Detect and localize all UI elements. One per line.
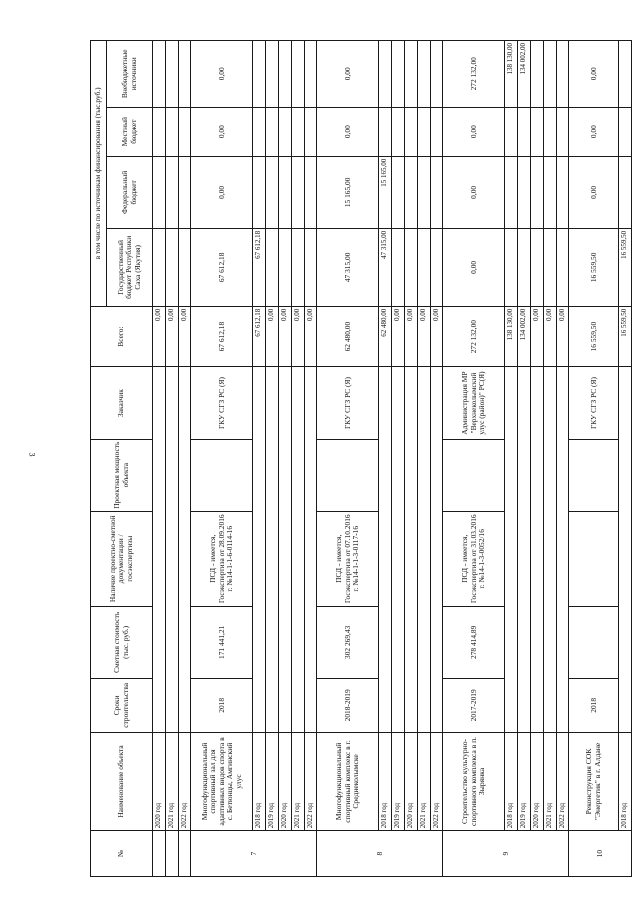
year-extra-budget	[543, 41, 556, 108]
page-number: 3	[27, 452, 37, 457]
project-term: 2018	[569, 678, 619, 732]
year-row	[417, 41, 430, 877]
year-local-budget	[266, 107, 279, 156]
project-customer: Администрация МР "Верхнеколымский улус (район)" РС(Я)	[443, 367, 505, 439]
year-state-budget	[153, 228, 166, 306]
project-cost: 278 414,89	[443, 606, 505, 678]
year-total: 0,00	[266, 306, 279, 367]
blank-cell	[278, 367, 291, 732]
year-label: 2022 год	[178, 732, 191, 830]
year-label: 2020 год	[278, 732, 291, 830]
header-total: Всего:	[91, 306, 153, 367]
year-federal-budget	[153, 156, 166, 228]
year-extra-budget	[392, 41, 405, 108]
year-row	[379, 41, 392, 877]
year-state-budget	[543, 228, 556, 306]
year-total: 67 612,18	[253, 306, 266, 367]
year-extra-budget	[165, 41, 178, 108]
blank-cell	[518, 367, 531, 732]
year-extra-budget	[379, 41, 392, 108]
year-federal-budget	[619, 156, 632, 228]
year-total: 0,00	[556, 306, 569, 367]
year-federal-budget	[530, 156, 543, 228]
year-state-budget	[392, 228, 405, 306]
year-local-budget	[543, 107, 556, 156]
blank-cell	[304, 367, 317, 732]
project-extra-budget: 0,00	[191, 41, 253, 108]
blank-cell	[291, 367, 304, 732]
table-row	[178, 41, 191, 877]
year-local-budget	[153, 107, 166, 156]
project-psd: ПСД - имеется, Госэкспертиза от 31.03.2016 г. №14-1-3-0052/16	[443, 511, 505, 606]
year-state-budget	[291, 228, 304, 306]
year-federal-budget	[266, 156, 279, 228]
year-local-budget	[253, 107, 266, 156]
year-state-budget	[505, 228, 518, 306]
year-extra-budget	[417, 41, 430, 108]
project-federal-budget: 0,00	[443, 156, 505, 228]
project-extra-budget: 0,00	[569, 41, 619, 108]
table-header	[91, 41, 153, 877]
num-cell-empty	[178, 831, 191, 877]
year-label: 2018 год	[379, 732, 392, 830]
project-local-budget: 0,00	[317, 107, 379, 156]
year-label: 2018 год	[253, 732, 266, 830]
header-extra-budget: Внебюджетные источники	[107, 41, 153, 108]
table-row	[153, 41, 166, 877]
table-wrapper	[90, 40, 629, 877]
blank-cell	[530, 367, 543, 732]
year-row	[530, 41, 543, 877]
project-name: Строительство культурно-спортивного комплекса в п. Зырянка	[443, 732, 505, 830]
blank-cell	[165, 367, 178, 732]
project-federal-budget: 0,00	[569, 156, 619, 228]
blank-cell	[556, 367, 569, 732]
project-cost	[569, 606, 619, 678]
year-federal-budget: 15 165,00	[379, 156, 392, 228]
project-state-budget: 67 612,18	[191, 228, 253, 306]
project-state-budget: 16 559,50	[569, 228, 619, 306]
year-federal-budget	[165, 156, 178, 228]
project-psd	[569, 511, 619, 606]
table-body	[153, 41, 632, 877]
year-row	[392, 41, 405, 877]
year-federal-budget	[417, 156, 430, 228]
project-customer: ГКУ СГЗ РС (Я)	[317, 367, 379, 439]
year-label: 2022 год	[556, 732, 569, 830]
blank-cell	[404, 367, 417, 732]
year-row	[291, 41, 304, 877]
year-extra-budget	[291, 41, 304, 108]
project-term: 2018	[191, 678, 253, 732]
year-extra-budget	[619, 41, 632, 108]
year-state-budget	[304, 228, 317, 306]
year-local-budget	[278, 107, 291, 156]
year-row	[430, 41, 443, 877]
rotated-page	[90, 40, 629, 877]
year-row	[404, 41, 417, 877]
header-num: №	[91, 831, 153, 877]
year-total: 0,00	[543, 306, 556, 367]
year-row	[266, 41, 279, 877]
year-state-budget	[266, 228, 279, 306]
year-extra-budget	[530, 41, 543, 108]
year-extra-budget	[430, 41, 443, 108]
project-extra-budget: 272 132,00	[443, 41, 505, 108]
project-cost: 302 269,43	[317, 606, 379, 678]
year-extra-budget	[178, 41, 191, 108]
year-label: 2020 год	[530, 732, 543, 830]
year-federal-budget	[556, 156, 569, 228]
year-local-budget	[505, 107, 518, 156]
year-local-budget	[178, 107, 191, 156]
project-term: 2017-2019	[443, 678, 505, 732]
blank-cell	[392, 367, 405, 732]
year-federal-budget	[278, 156, 291, 228]
header-name: Наименование объекта	[91, 732, 153, 830]
project-local-budget: 0,00	[191, 107, 253, 156]
year-row	[556, 41, 569, 877]
year-federal-budget	[253, 156, 266, 228]
project-state-budget: 0,00	[443, 228, 505, 306]
year-label: 2019 год	[518, 732, 531, 830]
project-customer: ГКУ СГЗ РС (Я)	[569, 367, 619, 439]
year-label: 2021 год	[417, 732, 430, 830]
project-psd: ПСД - имеется, Госэкспертиза от 28.09.2016 г. №14-1-1-6-0114-16	[191, 511, 253, 606]
project-cost: 171 441,21	[191, 606, 253, 678]
project-capacity	[569, 439, 619, 511]
year-local-budget	[165, 107, 178, 156]
project-row	[191, 41, 253, 877]
project-num: 8	[317, 831, 443, 877]
year-extra-budget	[278, 41, 291, 108]
year-federal-budget	[392, 156, 405, 228]
project-total: 16 559,50	[569, 306, 619, 367]
header-psd: Наличие проектно-сметной документации /госэкспертизы	[91, 511, 153, 606]
project-customer: ГКУ СГЗ РС (Я)	[191, 367, 253, 439]
table-row	[165, 41, 178, 877]
year-federal-budget	[304, 156, 317, 228]
year-label: 2021 год	[165, 732, 178, 830]
year-total: 16 559,50	[619, 306, 632, 367]
blank-cell	[619, 367, 632, 732]
header-funding-group: в том числе по источникам финансирования (тыс.руб.)	[91, 41, 107, 307]
year-total: 62 480,00	[379, 306, 392, 367]
header-state-budget: Государственный бюджет Республики Саха (Якутия)	[107, 228, 153, 306]
year-state-budget: 16 559,50	[619, 228, 632, 306]
year-total: 0,00	[165, 306, 178, 367]
year-local-budget	[404, 107, 417, 156]
year-label: 2021 год	[291, 732, 304, 830]
blank-cell	[505, 367, 518, 732]
year-total: 0,00	[530, 306, 543, 367]
project-federal-budget: 0,00	[191, 156, 253, 228]
year-local-budget	[430, 107, 443, 156]
project-term: 2018-2019	[317, 678, 379, 732]
blank-cell	[253, 367, 266, 732]
year-local-budget	[417, 107, 430, 156]
project-psd: ПСД - имеется, Госэкспертиза от 07.10.2016 г. №14-1-1-3-0117-16	[317, 511, 379, 606]
year-state-budget: 47 315,00	[379, 228, 392, 306]
year-total: 138 130,00	[505, 306, 518, 367]
year-state-budget	[430, 228, 443, 306]
year-label: 2020 год	[404, 732, 417, 830]
year-state-budget	[417, 228, 430, 306]
year-row	[518, 41, 531, 877]
year-total: 0,00	[291, 306, 304, 367]
num-cell-empty	[153, 831, 166, 877]
year-federal-budget	[505, 156, 518, 228]
project-name: Многофункциональный спортивный зал для адаптивных видов спорта в с. Бетюнцы, Амгинский улус	[191, 732, 253, 830]
year-label: 2019 год	[266, 732, 279, 830]
project-extra-budget: 0,00	[317, 41, 379, 108]
blank-cell	[178, 367, 191, 732]
year-total: 0,00	[278, 306, 291, 367]
project-state-budget: 47 315,00	[317, 228, 379, 306]
year-row	[619, 41, 632, 877]
year-federal-budget	[430, 156, 443, 228]
year-federal-budget	[404, 156, 417, 228]
year-total: 0,00	[304, 306, 317, 367]
project-local-budget: 0,00	[443, 107, 505, 156]
project-local-budget: 0,00	[569, 107, 619, 156]
year-state-budget	[278, 228, 291, 306]
year-extra-budget	[153, 41, 166, 108]
project-capacity	[443, 439, 505, 511]
header-customer: Заказчик	[91, 367, 153, 439]
project-total: 67 612,18	[191, 306, 253, 367]
project-row	[317, 41, 379, 877]
header-federal-budget: Федеральный бюджет	[107, 156, 153, 228]
year-extra-budget: 134 002,00	[518, 41, 531, 108]
blank-cell	[153, 367, 166, 732]
year-row	[278, 41, 291, 877]
year-federal-budget	[178, 156, 191, 228]
project-num: 7	[191, 831, 317, 877]
year-state-budget	[556, 228, 569, 306]
year-local-budget	[304, 107, 317, 156]
year-local-budget	[379, 107, 392, 156]
blank-cell	[430, 367, 443, 732]
year-total: 0,00	[404, 306, 417, 367]
year-local-budget	[518, 107, 531, 156]
year-state-budget	[404, 228, 417, 306]
year-local-budget	[291, 107, 304, 156]
project-total: 62 480,00	[317, 306, 379, 367]
year-local-budget	[392, 107, 405, 156]
year-extra-budget	[556, 41, 569, 108]
project-row	[443, 41, 505, 877]
year-state-budget	[178, 228, 191, 306]
project-capacity	[317, 439, 379, 511]
year-label: 2022 год	[430, 732, 443, 830]
year-label: 2018 год	[505, 732, 518, 830]
project-federal-budget: 15 165,00	[317, 156, 379, 228]
year-total: 134 002,00	[518, 306, 531, 367]
year-state-budget	[165, 228, 178, 306]
project-name: Реконструкция СОК "Энергетик" в г. Алдане	[569, 732, 619, 830]
header-capacity: Проектная мощность объекта	[91, 439, 153, 511]
blank-cell	[543, 367, 556, 732]
year-extra-budget: 138 130,00	[505, 41, 518, 108]
project-num: 10	[569, 831, 632, 877]
project-num: 9	[443, 831, 569, 877]
year-extra-budget	[404, 41, 417, 108]
year-label: 2022 год	[304, 732, 317, 830]
project-name: Многофункциональный спортивный комплекс в г. Среднеколымске	[317, 732, 379, 830]
blank-cell	[379, 367, 392, 732]
year-label: 2019 год	[392, 732, 405, 830]
header-term: Сроки строительства	[91, 678, 153, 732]
year-label: 2018 год	[619, 732, 632, 830]
year-extra-budget	[304, 41, 317, 108]
year-total: 0,00	[417, 306, 430, 367]
year-federal-budget	[291, 156, 304, 228]
year-local-budget	[530, 107, 543, 156]
year-total: 0,00	[392, 306, 405, 367]
project-capacity	[191, 439, 253, 511]
year-label: 2021 год	[543, 732, 556, 830]
year-state-budget: 67 612,18	[253, 228, 266, 306]
year-total: 0,00	[178, 306, 191, 367]
year-extra-budget	[253, 41, 266, 108]
year-extra-budget	[266, 41, 279, 108]
year-local-budget	[556, 107, 569, 156]
year-row	[253, 41, 266, 877]
project-total: 272 132,00	[443, 306, 505, 367]
header-local-budget: Местный бюджет	[107, 107, 153, 156]
year-federal-budget	[518, 156, 531, 228]
year-local-budget	[619, 107, 632, 156]
year-row	[543, 41, 556, 877]
header-cost: Сметная стоимость (тыс. руб.)	[91, 606, 153, 678]
year-state-budget	[518, 228, 531, 306]
financing-table	[90, 40, 632, 877]
year-row	[505, 41, 518, 877]
year-total: 0,00	[430, 306, 443, 367]
year-federal-budget	[543, 156, 556, 228]
year-row	[304, 41, 317, 877]
blank-cell	[417, 367, 430, 732]
year-state-budget	[530, 228, 543, 306]
num-cell-empty	[165, 831, 178, 877]
blank-cell	[266, 367, 279, 732]
year-label: 2020 год	[153, 732, 166, 830]
year-total: 0,00	[153, 306, 166, 367]
project-row	[569, 41, 619, 877]
